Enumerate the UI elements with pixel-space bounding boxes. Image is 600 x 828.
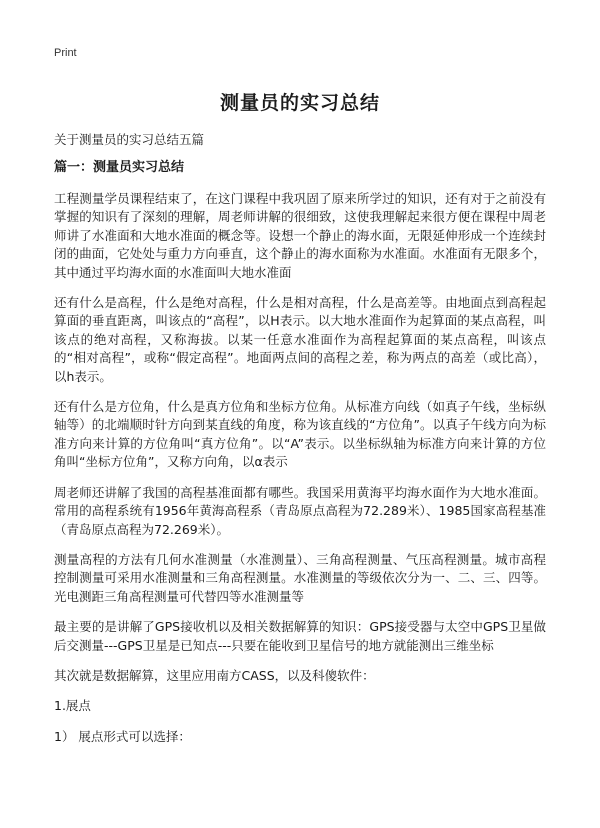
section-heading: 篇一：测量员实习总结 [54, 160, 185, 175]
print-label: Print [54, 47, 77, 59]
paragraph-height-datum: 周老师还讲解了我国的高程基准面都有哪些。我国采用黄海平均海水面作为大地水准面。常用的高程系统有1956年黄海高程系（青岛原点高程为72.289米）、1985国家高程基准（青岛原点高程为72.269米）。 [54, 484, 546, 537]
paragraph-azimuth: 还有什么是方位角，什么是真方位角和坐标方位角。从标准方向线（如真子午线，坐标纵轴等）的北端顺时针方向到某直线的角度，称为该直线的“方位角”。以真子午线方向为标准方向来计算的方位角叫“真方位角”。以“A”表示。以坐标纵轴为标准方向来计算的方位角叫“坐标方位角”，又称方向角，以α表示 [54, 399, 546, 470]
document-title: 测量员的实习总结 [219, 92, 380, 114]
document-subtitle: 关于测量员的实习总结五篇 [54, 132, 205, 147]
paragraph-point-plotting: 1.展点 [54, 698, 91, 714]
paragraph-plot-options: 1） 展点形式可以选择： [54, 728, 191, 744]
paragraph-leveling-methods: 测量高程的方法有几何水准测量（水准测量）、三角高程测量、气压高程测量。城市高程控制测量可采用水准测量和三角高程测量。水准测量的等级依次分为一、二、三、四等。光电测距三角高程测量可代替四等水准测量等 [54, 551, 546, 604]
paragraph-data-processing: 其次就是数据解算，这里应用南方CASS，以及科傻软件： [54, 667, 375, 683]
paragraph-gps: 最主要的是讲解了GPS接收机以及相关数据解算的知识：GPS接受器与太空中GPS卫星做后交测量---GPS卫星是已知点---只要在能收到卫星信号的地方就能测出三维坐标 [54, 619, 546, 653]
paragraph-elevation: 还有什么是高程，什么是绝对高程，什么是相对高程，什么是高差等。由地面点到高程起算面的垂直距离，叫该点的“高程”，以H表示。以大地水准面作为起算面的某点高程，叫该点的绝对高程，又称海拔。以某一任意水准面作为高程起算面的某点高程，叫该点的“相对高程”，或称“假定高程”。地面两点间的高程之差，称为两点的高差（或比高），以h表示。 [54, 295, 546, 384]
paragraph-level-surface: 工程测量学员课程结束了，在这门课程中我巩固了原来所学过的知识，还有对于之前没有掌握的知识有了深刻的理解，周老师讲解的很细致，这使我理解起来很方便在课程中周老师讲了水准面和大地水准面的概念等。设想一个静止的海水面，无限延伸形成一个连续封闭的曲面，它处处与重力方向垂直，这个静止的海水面称为水准面。水准面有无限多个，其中通过平均海水面的水准面叫大地水准面 [54, 191, 546, 280]
